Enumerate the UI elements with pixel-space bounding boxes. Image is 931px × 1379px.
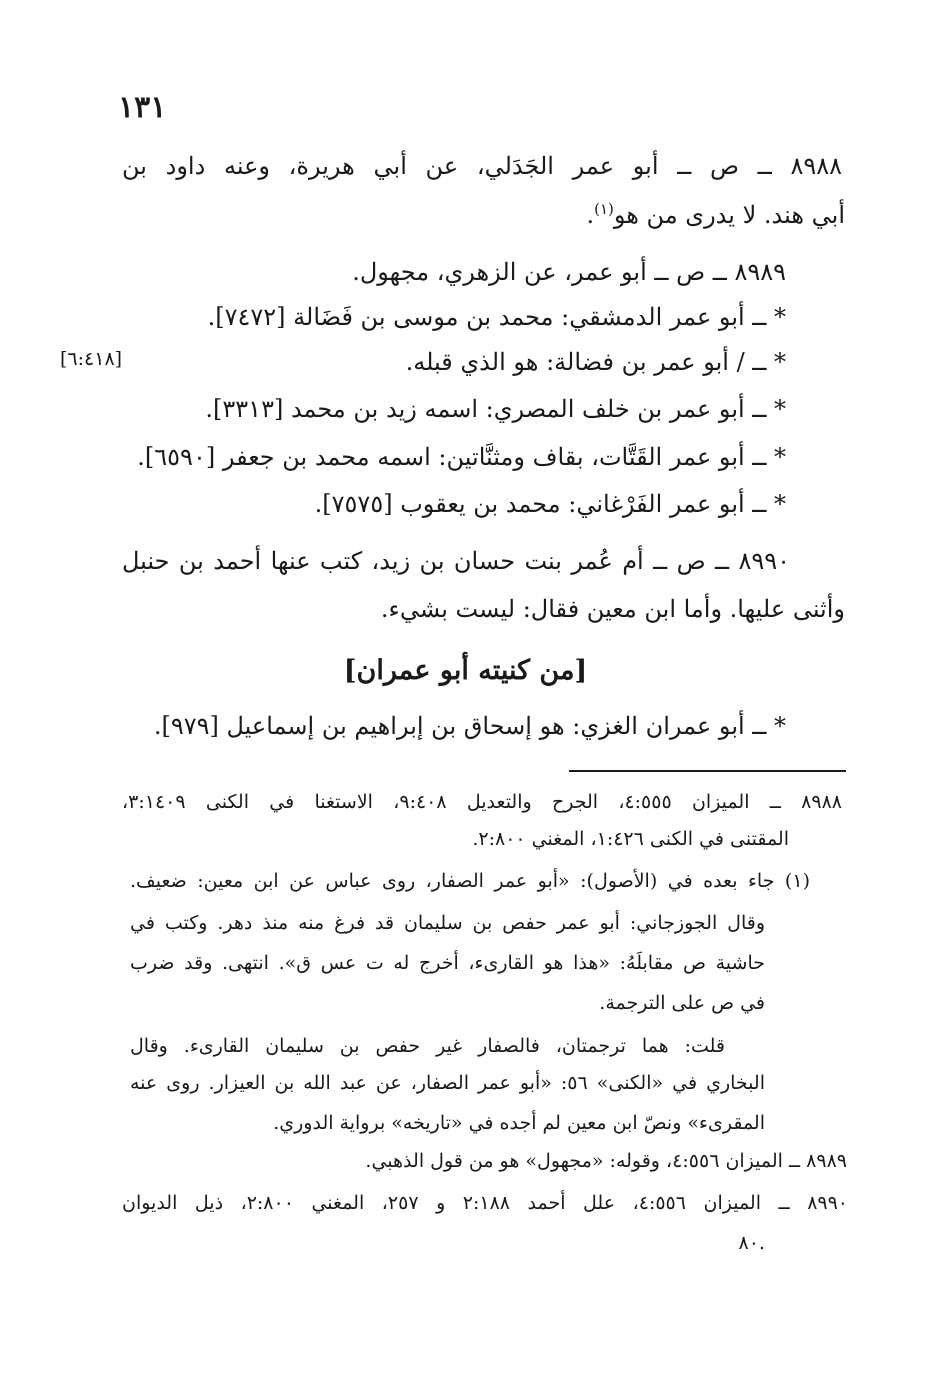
footnote-8989: ٨٩٨٩ ــ الميزان ٤:٥٥٦، وقوله: «مجهول» هو من قول الذهبي. [365, 1150, 847, 1172]
footnote-1-line-3: حاشية ص مقابلَهُ: «هذا هو القارىء، أخرج له ت عس ق». انتهى. وقد ضرب [130, 952, 765, 974]
entry-ibn-fadala: * ــ / أبو عمر بن فضالة: هو الذي قبله. [405, 348, 786, 376]
entry-8988-line-1: ٨٩٨٨ ــ ص ــ أبو عمر الجَدَلي، عن أبي هريرة، وعنه داود بن [122, 152, 842, 180]
section-heading: [من كنيته أبو عمران] [343, 655, 588, 686]
entry-8988-line-2 [586, 200, 845, 229]
footnote-separator [569, 770, 846, 772]
entry-8990-line-1: ٨٩٩٠ ــ ص ــ أم عُمر بنت حسان بن زيد، كتب عنها أحمد بن حنبل [122, 547, 790, 575]
entry-8990-line-2: وأثنى عليها. وأما ابن معين فقال: ليست بشيء. [380, 595, 845, 623]
entry-al-qattat: * ــ أبو عمر القَتَّات، بقاف ومثنَّاتين: اسمه محمد بن جعفر [٦٥٩٠]. [137, 443, 786, 471]
footnote-1-line-4: في ص على الترجمة. [599, 992, 765, 1014]
footnote-8988-line-1: ٨٩٨٨ ــ الميزان ٤:٥٥٥، الجرح والتعديل ٩:٤٠٨، الاستغنا في الكنى ٣:١٤٠٩، [122, 791, 842, 813]
entry-damascene: * ــ أبو عمر الدمشقي: محمد بن موسى بن فَضَالة [٧٤٧٢]. [207, 303, 786, 331]
page-number: ١٣١ [118, 90, 167, 125]
footnote-1-line-5: قلت: هما ترجمتان، فالصفار غير حفص بن سليمان القارىء. وقال [130, 1035, 725, 1057]
entry-al-ghazzi: * ــ أبو عمران الغزي: هو إسحاق بن إبراهيم بن إسماعيل [٩٧٩]. [153, 712, 786, 740]
footnote-1-line-2: وقال الجوزجاني: أبو عمر حفص بن سليمان قد فرغ منه منذ دهر. وكتب في [130, 912, 765, 934]
footnote-marker-1[interactable]: (١) [594, 200, 614, 218]
entry-al-masri: * ــ أبو عمر بن خلف المصري: اسمه زيد بن محمد [٣٣١٣]. [205, 395, 786, 423]
footnote-8988-line-2: المقتنى في الكنى ١:٤٢٦، المغني ٢:٨٠٠. [472, 828, 789, 850]
margin-reference: [٦:٤١٨] [60, 348, 123, 370]
entry-8988-line-2-text: أبي هند. لا يدرى من هو [613, 201, 845, 229]
footnote-1-line-1: (١) جاء بعده في (الأصول): «أبو عمر الصفار، روى عباس عن ابن معين: ضعيف. [130, 870, 810, 892]
entry-al-farghani: * ــ أبو عمر الفَرْغاني: محمد بن يعقوب [٧٥٧٥]. [314, 490, 786, 518]
footnote-8990-line-2: .٨٠ [738, 1232, 765, 1254]
entry-8989: ٨٩٨٩ ــ ص ــ أبو عمر، عن الزهري، مجهول. [352, 258, 786, 286]
footnote-8990-line-1: ٨٩٩٠ ــ الميزان ٤:٥٥٦، علل أحمد ٢:١٨٨ و ٢٥٧، المغني ٢:٨٠٠، ذيل الديوان [122, 1192, 849, 1214]
footnote-1-line-7: المقرىء» ونصّ ابن معين لم أجده في «تاريخه» برواية الدوري. [273, 1112, 765, 1134]
footnote-1-line-6: البخاري في «الكنى» ٥٦: «أبو عمر الصفار، عن عبد الله بن العيزار. روى عنه [130, 1072, 765, 1094]
entry-8988-line-2-tail: . [586, 201, 595, 229]
